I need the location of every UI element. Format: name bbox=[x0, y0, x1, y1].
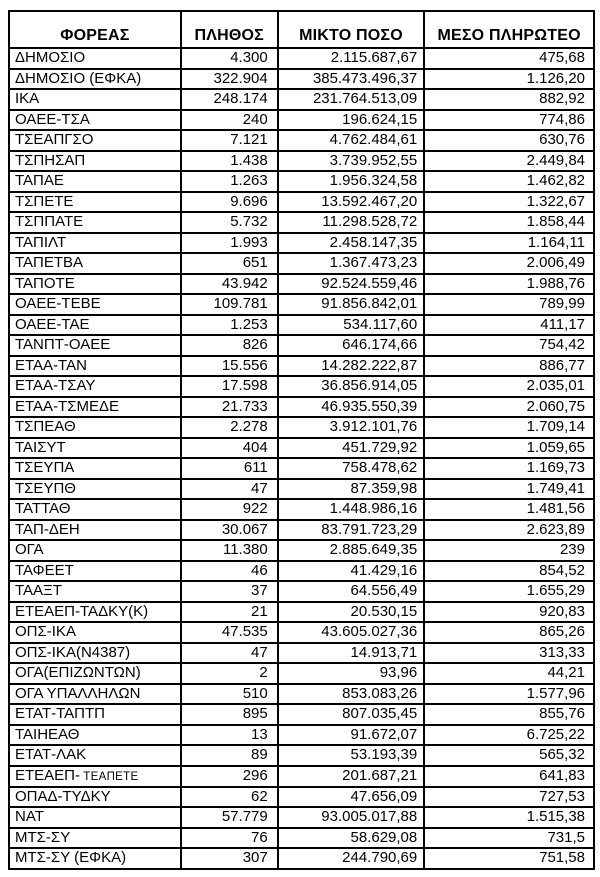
entity-cell: ΤΑΝΠΤ-ΟΑΕΕ bbox=[9, 335, 181, 356]
average-cell: 1.515,38 bbox=[424, 807, 594, 828]
entity-cell: ΤΑΦΕΕΤ bbox=[9, 561, 181, 582]
gross-cell: 20.530,15 bbox=[278, 602, 425, 623]
count-cell: 1.253 bbox=[181, 315, 278, 336]
gross-cell: 93,96 bbox=[278, 663, 425, 684]
table-row bbox=[9, 704, 594, 725]
count-cell: 296 bbox=[181, 766, 278, 787]
table-row bbox=[9, 48, 594, 69]
gross-cell: 201.687,21 bbox=[278, 766, 425, 787]
average-cell: 774,86 bbox=[424, 110, 594, 131]
table-row bbox=[9, 192, 594, 213]
table-row bbox=[9, 643, 594, 664]
table-row bbox=[9, 151, 594, 172]
header-entity: ΦΟΡΕΑΣ bbox=[9, 11, 181, 48]
gross-cell: 91.856.842,01 bbox=[278, 294, 425, 315]
table-row bbox=[9, 89, 594, 110]
average-cell: 475,68 bbox=[424, 48, 594, 69]
count-cell: 62 bbox=[181, 787, 278, 808]
average-cell: 630,76 bbox=[424, 130, 594, 151]
gross-cell: 36.856.914,05 bbox=[278, 376, 425, 397]
count-cell: 37 bbox=[181, 581, 278, 602]
table-row bbox=[9, 335, 594, 356]
count-cell: 21.733 bbox=[181, 397, 278, 418]
entity-small-text: ΤΕΑΠΕΤΕ bbox=[80, 770, 139, 783]
count-cell: 43.942 bbox=[181, 274, 278, 295]
average-cell: 1.709,14 bbox=[424, 417, 594, 438]
count-cell: 322.904 bbox=[181, 69, 278, 90]
table-row bbox=[9, 602, 594, 623]
entity-cell: ΕΤΑΑ-ΤΣΑΥ bbox=[9, 376, 181, 397]
average-cell: 751,58 bbox=[424, 848, 594, 869]
average-cell: 2.035,01 bbox=[424, 376, 594, 397]
table-row bbox=[9, 274, 594, 295]
gross-cell: 3.912.101,76 bbox=[278, 417, 425, 438]
average-cell: 1.059,65 bbox=[424, 438, 594, 459]
entity-cell: ΤΣΕΥΠΘ bbox=[9, 479, 181, 500]
average-cell: 727,53 bbox=[424, 787, 594, 808]
count-cell: 895 bbox=[181, 704, 278, 725]
entity-cell: ΤΑΑΞΤ bbox=[9, 581, 181, 602]
average-cell: 1.858,44 bbox=[424, 212, 594, 233]
average-cell: 1.169,73 bbox=[424, 458, 594, 479]
entity-cell: ΤΣΠΗΣΑΠ bbox=[9, 151, 181, 172]
entity-cell: ΕΤΑΑ-ΤΑΝ bbox=[9, 356, 181, 377]
count-cell: 510 bbox=[181, 684, 278, 705]
average-cell: 1.126,20 bbox=[424, 69, 594, 90]
table-row bbox=[9, 479, 594, 500]
entity-cell: ΟΠΑΔ-ΤΥΔΚΥ bbox=[9, 787, 181, 808]
entity-cell: ΤΑΙΗΕΑΘ bbox=[9, 725, 181, 746]
average-cell: 754,42 bbox=[424, 335, 594, 356]
gross-cell: 646.174,66 bbox=[278, 335, 425, 356]
entity-cell: ΤΑΠΑΕ bbox=[9, 171, 181, 192]
entity-cell: ΟΑΕΕ-ΤΕΒΕ bbox=[9, 294, 181, 315]
table-row bbox=[9, 130, 594, 151]
entity-cell: ΟΠΣ-ΙΚΑ(Ν4387) bbox=[9, 643, 181, 664]
gross-cell: 1.367.473,23 bbox=[278, 253, 425, 274]
entity-cell: ΝΑΤ bbox=[9, 807, 181, 828]
average-cell: 6.725,22 bbox=[424, 725, 594, 746]
gross-cell: 3.739.952,55 bbox=[278, 151, 425, 172]
entity-cell: ΟΑΕΕ-ΤΑΕ bbox=[9, 315, 181, 336]
entity-cell: ΤΑΠΕΤΒΑ bbox=[9, 253, 181, 274]
entity-cell: ΟΠΣ-ΙΚΑ bbox=[9, 622, 181, 643]
gross-cell: 87.359,98 bbox=[278, 479, 425, 500]
average-cell: 1.322,67 bbox=[424, 192, 594, 213]
gross-cell: 534.117,60 bbox=[278, 315, 425, 336]
entity-cell: ΔΗΜΟΣΙΟ bbox=[9, 48, 181, 69]
entity-cell: ΙΚΑ bbox=[9, 89, 181, 110]
average-cell: 1.164,11 bbox=[424, 233, 594, 254]
entity-cell: ΤΣΠΠΑΤΕ bbox=[9, 212, 181, 233]
count-cell: 611 bbox=[181, 458, 278, 479]
count-cell: 57.779 bbox=[181, 807, 278, 828]
gross-cell: 41.429,16 bbox=[278, 561, 425, 582]
count-cell: 1.438 bbox=[181, 151, 278, 172]
table-row bbox=[9, 417, 594, 438]
average-cell: 731,5 bbox=[424, 828, 594, 849]
entity-cell: ΟΓΑ bbox=[9, 540, 181, 561]
count-cell: 1.993 bbox=[181, 233, 278, 254]
gross-cell: 14.913,71 bbox=[278, 643, 425, 664]
table-row bbox=[9, 725, 594, 746]
gross-cell: 2.885.649,35 bbox=[278, 540, 425, 561]
count-cell: 47 bbox=[181, 643, 278, 664]
entity-cell: ΤΑΤΤΑΘ bbox=[9, 499, 181, 520]
gross-cell: 244.790,69 bbox=[278, 848, 425, 869]
table-row bbox=[9, 540, 594, 561]
count-cell: 46 bbox=[181, 561, 278, 582]
average-cell: 2.006,49 bbox=[424, 253, 594, 274]
table-row bbox=[9, 766, 594, 787]
average-cell: 1.655,29 bbox=[424, 581, 594, 602]
entity-cell: ΤΣΠΕΤΕ bbox=[9, 192, 181, 213]
count-cell: 4.300 bbox=[181, 48, 278, 69]
average-cell: 641,83 bbox=[424, 766, 594, 787]
entity-cell: ΤΣΕΥΠΑ bbox=[9, 458, 181, 479]
count-cell: 30.067 bbox=[181, 520, 278, 541]
gross-cell: 853.083,26 bbox=[278, 684, 425, 705]
average-cell: 2.449,84 bbox=[424, 151, 594, 172]
entity-cell: ΕΤΕΑΕΠ- ΤΕΑΠΕΤΕ bbox=[9, 766, 181, 787]
table-row bbox=[9, 499, 594, 520]
average-cell: 2.060,75 bbox=[424, 397, 594, 418]
average-cell: 2.623,89 bbox=[424, 520, 594, 541]
gross-cell: 807.035,45 bbox=[278, 704, 425, 725]
count-cell: 2.278 bbox=[181, 417, 278, 438]
count-cell: 1.263 bbox=[181, 171, 278, 192]
count-cell: 76 bbox=[181, 828, 278, 849]
entity-cell: ΤΑΠΟΤΕ bbox=[9, 274, 181, 295]
gross-cell: 93.005.017,88 bbox=[278, 807, 425, 828]
count-cell: 47.535 bbox=[181, 622, 278, 643]
gross-cell: 451.729,92 bbox=[278, 438, 425, 459]
count-cell: 5.732 bbox=[181, 212, 278, 233]
average-cell: 882,92 bbox=[424, 89, 594, 110]
average-cell: 1.577,96 bbox=[424, 684, 594, 705]
count-cell: 9.696 bbox=[181, 192, 278, 213]
gross-cell: 92.524.559,46 bbox=[278, 274, 425, 295]
count-cell: 15.556 bbox=[181, 356, 278, 377]
entity-cell: ΜΤΣ-ΣΥ (ΕΦΚΑ) bbox=[9, 848, 181, 869]
gross-cell: 53.193,39 bbox=[278, 745, 425, 766]
table-header-row bbox=[9, 11, 594, 48]
entity-cell: ΤΣΠΕΑΘ bbox=[9, 417, 181, 438]
gross-cell: 1.956.324,58 bbox=[278, 171, 425, 192]
count-cell: 248.174 bbox=[181, 89, 278, 110]
table-row bbox=[9, 294, 594, 315]
average-cell: 865,26 bbox=[424, 622, 594, 643]
count-cell: 89 bbox=[181, 745, 278, 766]
average-cell: 313,33 bbox=[424, 643, 594, 664]
count-cell: 47 bbox=[181, 479, 278, 500]
table-row bbox=[9, 622, 594, 643]
average-cell: 411,17 bbox=[424, 315, 594, 336]
table-row bbox=[9, 848, 594, 869]
entity-cell: ΔΗΜΟΣΙΟ (ΕΦΚΑ) bbox=[9, 69, 181, 90]
header-count: ΠΛΗΘΟΣ bbox=[181, 11, 278, 48]
entity-cell: ΟΓΑ(ΕΠΙΖΩΝΤΩΝ) bbox=[9, 663, 181, 684]
count-cell: 13 bbox=[181, 725, 278, 746]
average-cell: 855,76 bbox=[424, 704, 594, 725]
entity-cell: ΟΑΕΕ-ΤΣΑ bbox=[9, 110, 181, 131]
count-cell: 11.380 bbox=[181, 540, 278, 561]
header-average: ΜΕΣΟ ΠΛΗΡΩΤΕΟ bbox=[424, 11, 594, 48]
gross-cell: 2.458.147,35 bbox=[278, 233, 425, 254]
entity-cell: ΕΤΑΑ-ΤΣΜΕΔΕ bbox=[9, 397, 181, 418]
average-cell: 239 bbox=[424, 540, 594, 561]
entity-cell: ΕΤΑΤ-ΛΑΚ bbox=[9, 745, 181, 766]
gross-cell: 231.764.513,09 bbox=[278, 89, 425, 110]
average-cell: 1.481,56 bbox=[424, 499, 594, 520]
count-cell: 404 bbox=[181, 438, 278, 459]
table-body bbox=[9, 48, 594, 869]
gross-cell: 91.672,07 bbox=[278, 725, 425, 746]
entity-cell: ΤΑΙΣΥΤ bbox=[9, 438, 181, 459]
average-cell: 854,52 bbox=[424, 561, 594, 582]
entity-cell: ΕΤΑΤ-ΤΑΠΤΠ bbox=[9, 704, 181, 725]
gross-cell: 47.656,09 bbox=[278, 787, 425, 808]
table-row bbox=[9, 438, 594, 459]
count-cell: 651 bbox=[181, 253, 278, 274]
gross-cell: 83.791.723,29 bbox=[278, 520, 425, 541]
count-cell: 826 bbox=[181, 335, 278, 356]
gross-cell: 11.298.528,72 bbox=[278, 212, 425, 233]
average-cell: 565,32 bbox=[424, 745, 594, 766]
entity-cell: ΜΤΣ-ΣΥ bbox=[9, 828, 181, 849]
table-row bbox=[9, 745, 594, 766]
gross-cell: 13.592.467,20 bbox=[278, 192, 425, 213]
table-row bbox=[9, 69, 594, 90]
table-row bbox=[9, 684, 594, 705]
gross-cell: 758.478,62 bbox=[278, 458, 425, 479]
table-row bbox=[9, 171, 594, 192]
entity-cell: ΤΑΠ-ΔΕΗ bbox=[9, 520, 181, 541]
average-cell: 44,21 bbox=[424, 663, 594, 684]
funds-payments-table bbox=[8, 10, 595, 870]
count-cell: 21 bbox=[181, 602, 278, 623]
gross-cell: 196.624,15 bbox=[278, 110, 425, 131]
table-row bbox=[9, 397, 594, 418]
gross-cell: 14.282.222,87 bbox=[278, 356, 425, 377]
table-row bbox=[9, 520, 594, 541]
table-row bbox=[9, 233, 594, 254]
count-cell: 7.121 bbox=[181, 130, 278, 151]
gross-cell: 2.115.687,67 bbox=[278, 48, 425, 69]
entity-cell: ΤΑΠΙΛΤ bbox=[9, 233, 181, 254]
gross-cell: 385.473.496,37 bbox=[278, 69, 425, 90]
gross-cell: 43.605.027,36 bbox=[278, 622, 425, 643]
table-header bbox=[9, 11, 594, 48]
average-cell: 1.462,82 bbox=[424, 171, 594, 192]
table-row bbox=[9, 458, 594, 479]
entity-cell: ΕΤΕΑΕΠ-ΤΑΔΚΥ(Κ) bbox=[9, 602, 181, 623]
count-cell: 922 bbox=[181, 499, 278, 520]
table-row bbox=[9, 828, 594, 849]
average-cell: 1.749,41 bbox=[424, 479, 594, 500]
table-row bbox=[9, 356, 594, 377]
gross-cell: 46.935.550,39 bbox=[278, 397, 425, 418]
entity-cell: ΤΣΕΑΠΓΣΟ bbox=[9, 130, 181, 151]
table-row bbox=[9, 663, 594, 684]
table-row bbox=[9, 315, 594, 336]
table-row bbox=[9, 253, 594, 274]
average-cell: 886,77 bbox=[424, 356, 594, 377]
average-cell: 1.988,76 bbox=[424, 274, 594, 295]
count-cell: 17.598 bbox=[181, 376, 278, 397]
gross-cell: 58.629,08 bbox=[278, 828, 425, 849]
table-row bbox=[9, 807, 594, 828]
table-row bbox=[9, 787, 594, 808]
count-cell: 109.781 bbox=[181, 294, 278, 315]
table-row bbox=[9, 561, 594, 582]
entity-cell: ΟΓΑ ΥΠΑΛΛΗΛΩΝ bbox=[9, 684, 181, 705]
gross-cell: 4.762.484,61 bbox=[278, 130, 425, 151]
header-gross: ΜΙΚΤΟ ΠΟΣΟ bbox=[278, 11, 425, 48]
count-cell: 307 bbox=[181, 848, 278, 869]
count-cell: 2 bbox=[181, 663, 278, 684]
table-row bbox=[9, 212, 594, 233]
average-cell: 920,83 bbox=[424, 602, 594, 623]
table-row bbox=[9, 581, 594, 602]
gross-cell: 64.556,49 bbox=[278, 581, 425, 602]
table-row bbox=[9, 110, 594, 131]
average-cell: 789,99 bbox=[424, 294, 594, 315]
table-row bbox=[9, 376, 594, 397]
count-cell: 240 bbox=[181, 110, 278, 131]
gross-cell: 1.448.986,16 bbox=[278, 499, 425, 520]
